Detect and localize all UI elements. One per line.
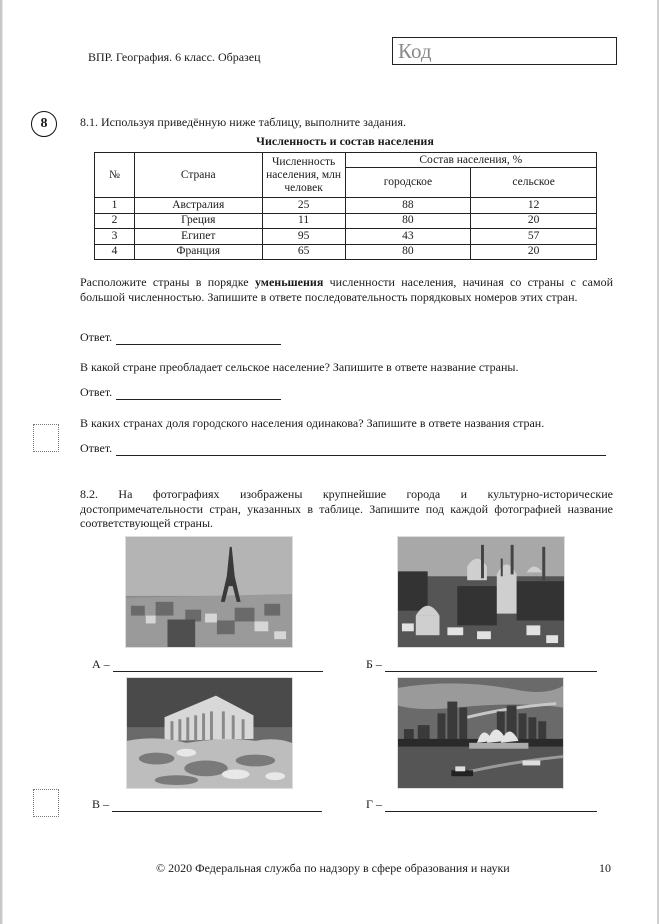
cell-rural: 20 [471,244,597,260]
cell-population: 11 [262,213,345,229]
cell-population: 25 [262,198,345,214]
photo-d-answer-row [366,797,597,812]
answer-3-row [80,441,606,456]
population-table [94,152,597,260]
cell-country: Греция [134,213,262,229]
cell-num: 4 [95,244,135,260]
cell-urban: 80 [345,244,471,260]
table-row [95,229,597,245]
cell-num: 3 [95,229,135,245]
task-number-badge: 8 [31,111,57,137]
photo-a-answer-row [92,657,323,672]
answer-3-field[interactable] [116,444,606,456]
cell-population: 65 [262,244,345,260]
cell-rural: 57 [471,229,597,245]
table-caption: Численность и состав населения [256,134,434,148]
cell-rural: 20 [471,213,597,229]
cell-country: Египет [134,229,262,245]
col-header-composition: Состав населения, % [345,153,596,168]
page-number: 10 [599,861,611,875]
photo-d-answer-field[interactable] [385,800,597,812]
cell-num: 2 [95,213,135,229]
answer-2-row [80,385,281,400]
question-1-text: Расположите страны в порядке уменьшения численности населения, начиная со страны с самой большой численностью. Запишите в ответе последовательность порядковых номеров этих стран. [80,275,613,304]
task-intro: 8.1. Используя приведённую ниже таблицу, выполните задания. [80,115,406,129]
score-box-8-2[interactable] [33,789,59,817]
question-2-text: В какой стране преобладает сельское население? Запишите в ответе название страны. [80,360,519,374]
photo-c-answer-row [92,797,322,812]
answer-label: Ответ. [80,385,113,399]
answer-1-row [80,330,281,345]
emphasis-word: уменьшения [254,275,324,289]
answer-label: Ответ. [80,441,113,455]
cell-urban: 43 [345,229,471,245]
score-box-8-1[interactable] [33,424,59,452]
photo-b-label: Б – [366,657,382,671]
cell-country: Франция [134,244,262,260]
photo-a-label: А – [92,657,110,671]
answer-1-field[interactable] [116,333,281,345]
cell-num: 1 [95,198,135,214]
table-row [95,198,597,214]
col-header-population: Численность населения, млн человек [262,153,345,198]
cell-urban: 88 [345,198,471,214]
header-title: ВПР. География. 6 класс. Образец [88,50,261,64]
task-8-2-text: 8.2. На фотографиях изображены крупнейшие города и культурно-исторические достопримечательности стран, указанных в таблице. Запишите под каждой фотографией название соответствующей страны. [80,487,613,530]
photo-b-cairo-mosques [397,536,565,648]
answer-label: Ответ. [80,330,113,344]
col-header-num: № [95,153,135,198]
cell-population: 95 [262,229,345,245]
photo-d-label: Г – [366,797,382,811]
cell-urban: 80 [345,213,471,229]
answer-2-field[interactable] [116,388,281,400]
photo-a-eiffel-tower [125,536,293,648]
footer-copyright: © 2020 Федеральная служба по надзору в сфере образования и науки [156,861,510,875]
photo-c-parthenon [126,677,293,789]
question-3-text: В каких странах доля городского населения одинакова? Запишите в ответе названия стран. [80,416,545,430]
photo-c-answer-field[interactable] [112,800,322,812]
photo-b-answer-field[interactable] [385,660,597,672]
table-row [95,213,597,229]
photo-b-answer-row [366,657,597,672]
cell-rural: 12 [471,198,597,214]
code-field[interactable]: Код [392,37,617,65]
photo-a-answer-field[interactable] [113,660,323,672]
col-header-urban: городское [345,168,471,198]
photo-d-sydney-opera-house [397,677,564,789]
table-row [95,244,597,260]
photo-c-label: В – [92,797,110,811]
col-header-rural: сельское [471,168,597,198]
col-header-country: Страна [134,153,262,198]
cell-country: Австралия [134,198,262,214]
